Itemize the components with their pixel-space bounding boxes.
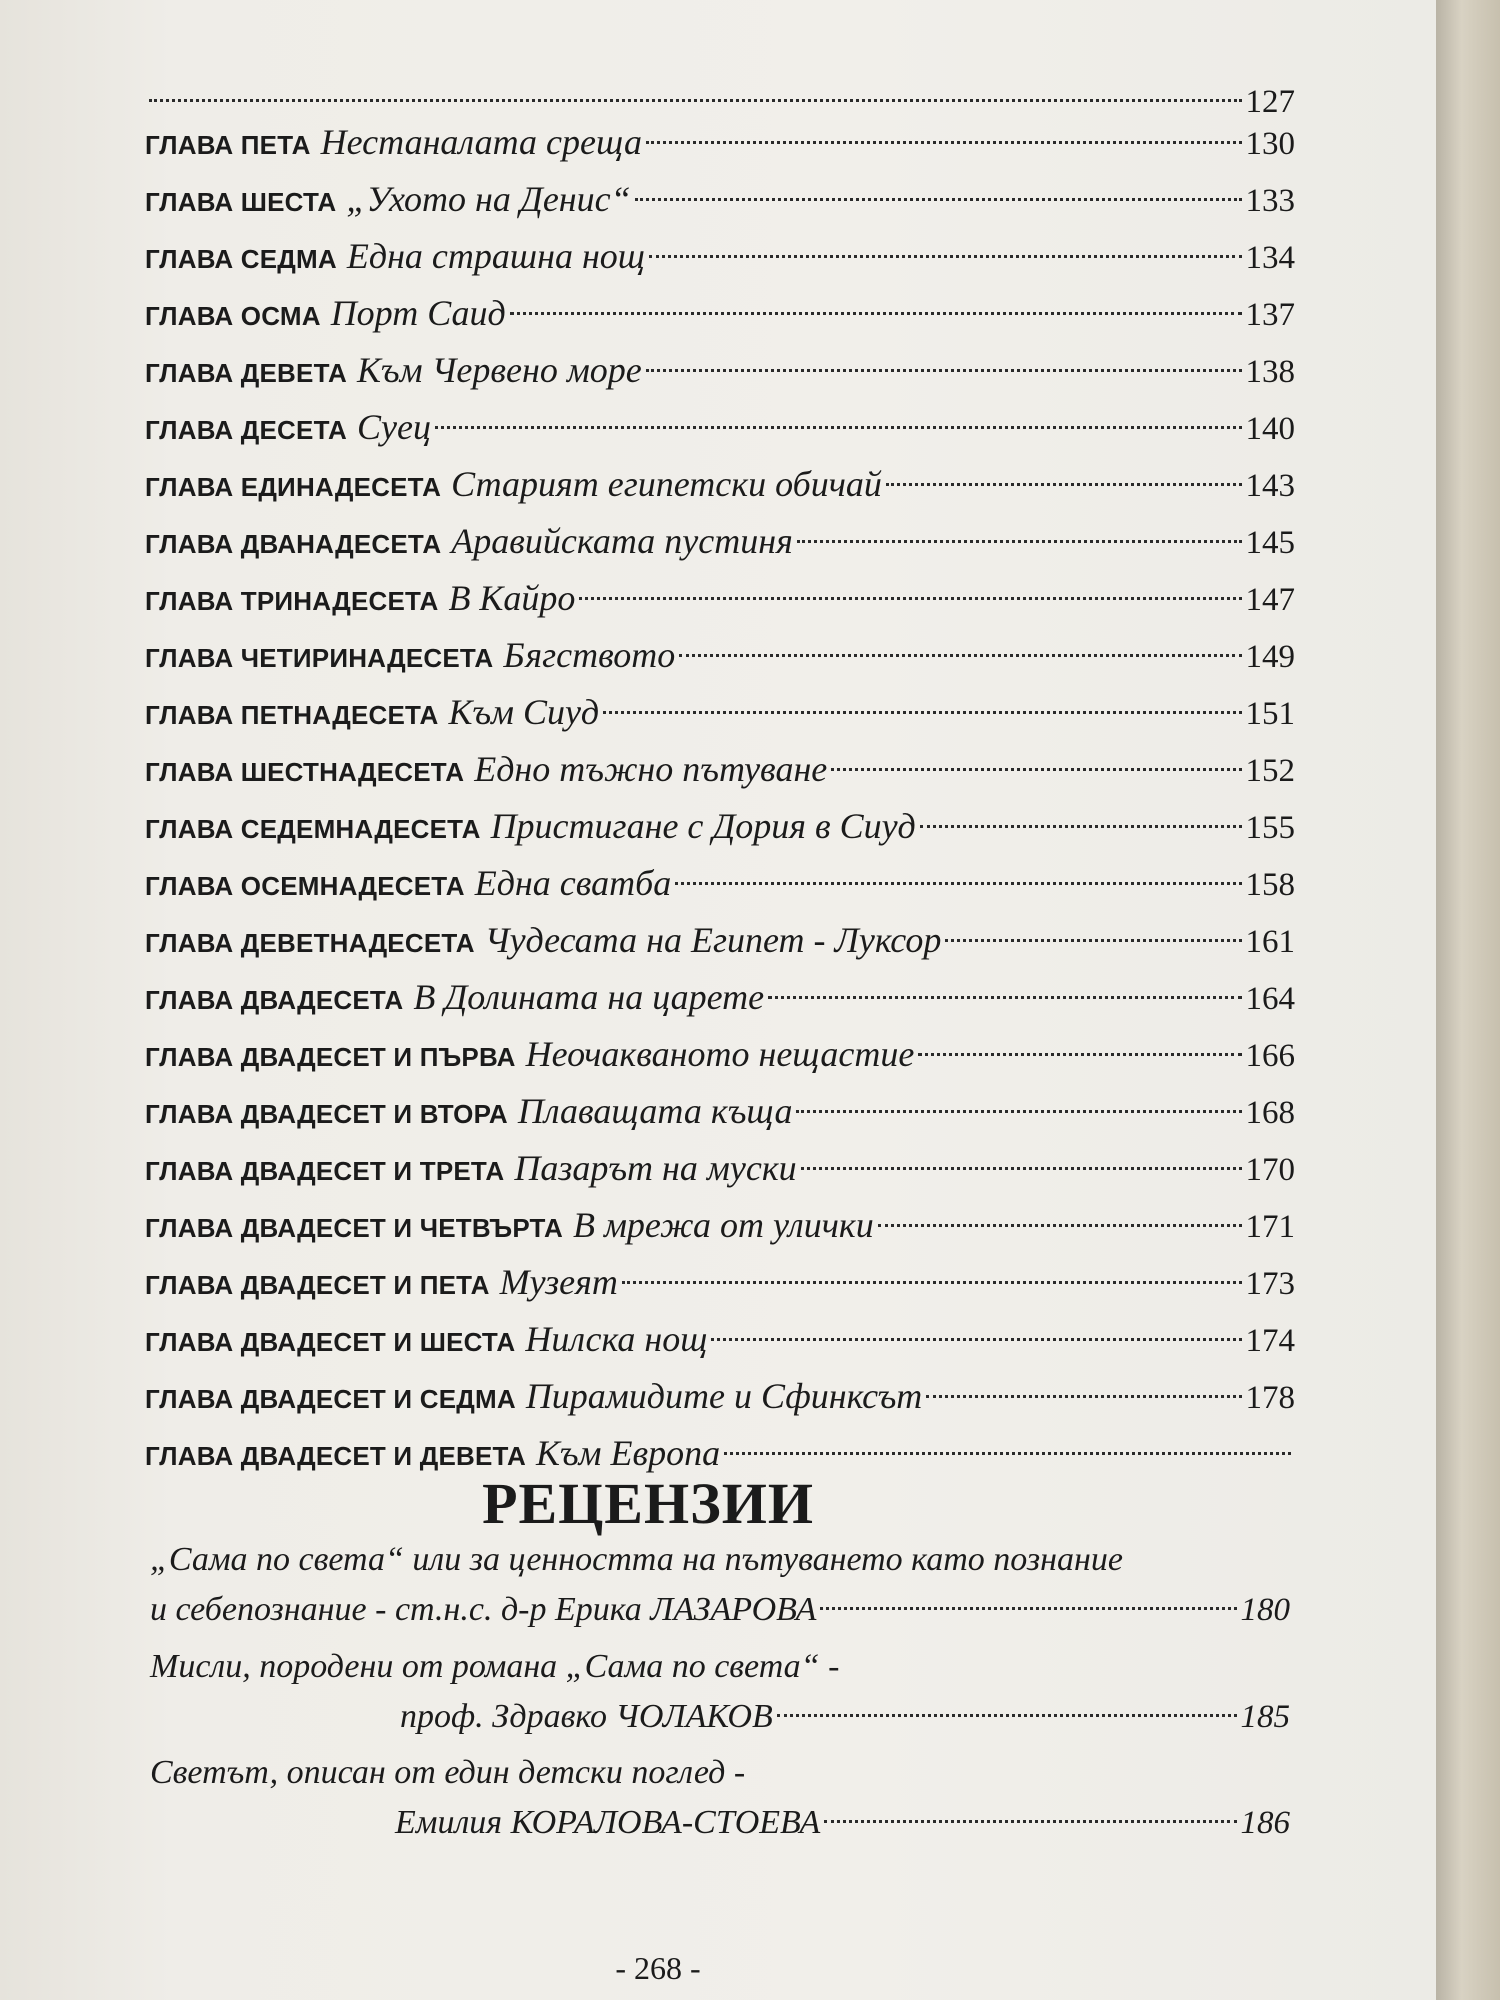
leader-dots [603,711,1241,714]
chapter-label: ГЛАВА СЕДМА [145,244,337,274]
chapter-title: Неочакваното нещастие [525,1034,915,1074]
chapter-label: ГЛАВА ЕДИНАДЕСЕТА [145,472,442,502]
toc-row [145,1254,1295,1311]
leader-dots [435,426,1242,429]
toc-row [145,684,1295,741]
leader-dots [635,198,1242,201]
chapter-title: Чудесата на Египет - Луксор [484,920,942,960]
toc-row [145,1083,1295,1140]
chapter-label: ГЛАВА ДВАДЕСЕТ И СЕДМА [145,1384,516,1414]
chapter-title: В Долината на царете [413,977,765,1017]
chapter-label: ГЛАВА ДВАДЕСЕТ И ШЕСТА [145,1327,516,1357]
toc-row [145,627,1295,684]
review-2-line-2: проф. Здравко ЧОЛАКОВ [400,1698,773,1735]
chapter-label: ГЛАВА ДЕВЕТНАДЕСЕТА [145,928,475,958]
toc-row [145,570,1295,627]
leader-dots [675,882,1241,885]
chapter-title: Пазарът на муски [514,1148,797,1188]
toc-row [145,285,1295,342]
review-3-line-2: Емилия КОРАЛОВА-СТОЕВА [395,1804,821,1841]
page-ref: 147 [1245,582,1295,618]
chapter-label: ГЛАВА ОСМА [145,301,321,331]
toc-row [145,741,1295,798]
toc-row [145,114,1295,171]
chapter-title: Една страшна нощ [346,236,645,276]
leader-dots [820,1607,1236,1610]
page-ref: 145 [1245,525,1295,561]
chapter-title: „Ухото на Денис“ [346,179,631,219]
leader-dots [724,1452,1291,1455]
leader-dots [711,1338,1241,1341]
chapter-label: ГЛАВА ДВАДЕСЕТ И ТРЕТА [145,1156,505,1186]
toc-row [145,513,1295,570]
chapter-label: ГЛАВА ДВАДЕСЕТ И ЧЕТВЪРТА [145,1213,563,1243]
toc-row [145,855,1295,912]
chapter-title: Едно тъжно пътуване [474,749,828,789]
chapter-title: Една сватба [474,863,672,903]
toc-row [145,171,1295,228]
page-ref: 151 [1245,696,1295,732]
toc-row [145,342,1295,399]
leader-dots [886,483,1242,486]
chapter-title: Към Европа [535,1433,721,1473]
page-ref: 168 [1245,1095,1295,1131]
leader-dots [510,312,1242,315]
chapter-title: Порт Саид [330,293,506,333]
toc-row [145,84,1295,120]
page-ref: 161 [1245,924,1295,960]
reviews-heading: РЕЦЕНЗИИ [482,1471,814,1536]
leader-dots [149,99,1242,102]
page-ref: 166 [1245,1038,1295,1074]
leader-dots [768,996,1241,999]
page-ref: 174 [1245,1323,1295,1359]
review-entry-1 [150,1535,1290,1635]
chapter-title: В мрежа от улички [572,1205,874,1245]
chapter-label: ГЛАВА ДЕСЕТА [145,415,347,445]
page-ref: 149 [1245,639,1295,675]
page-ref: 178 [1245,1380,1295,1416]
page-ref: 137 [1245,297,1295,333]
toc-row [145,798,1295,855]
leader-dots [796,1110,1241,1113]
leader-dots [646,141,1241,144]
leader-dots [797,540,1242,543]
chapter-title: Аравийската пустиня [451,521,793,561]
page-number: - 268 - [615,1950,701,1986]
leader-dots [801,1167,1242,1170]
toc-row [145,1368,1295,1425]
chapter-label: ГЛАВА ДВАДЕСЕТ И ДЕВЕТА [145,1441,526,1471]
leader-dots [646,369,1242,372]
page-ref: 164 [1245,981,1295,1017]
chapter-title: Музеят [499,1262,618,1302]
leader-dots [920,825,1242,828]
toc-row [145,399,1295,456]
review-2-page: 185 [1240,1699,1290,1735]
review-1-page: 180 [1240,1592,1290,1628]
chapter-label: ГЛАВА ШЕСТНАДЕСЕТА [145,757,465,787]
chapter-label: ГЛАВА ЧЕТИРИНАДЕСЕТА [145,643,494,673]
review-3-line-1: Светът, описан от един детски поглед - [150,1754,746,1791]
chapter-label: ГЛАВА ПЕТА [145,130,311,160]
chapter-label: ГЛАВА ОСЕМНАДЕСЕТА [145,871,465,901]
page-ref: 173 [1245,1266,1295,1302]
table-of-contents [145,84,1295,1482]
review-1-line-2: и себепознание - ст.н.с. д-р Ерика ЛАЗАРОВА [150,1591,817,1628]
chapter-title: В Кайро [448,578,576,618]
page-ref: 134 [1245,240,1295,276]
review-entry-3 [150,1748,1290,1848]
toc-row [145,912,1295,969]
review-1-line-1: „Сама по света“ или за ценността на пътуването като познание [150,1541,1123,1578]
review-2-line-1: Мисли, породени от романа „Сама по света“ - [150,1648,840,1685]
chapter-label: ГЛАВА ДВАДЕСЕТ И ВТОРА [145,1099,508,1129]
chapter-label: ГЛАВА ПЕТНАДЕСЕТА [145,700,439,730]
leader-dots [679,654,1241,657]
page-ref: 158 [1245,867,1295,903]
leader-dots [831,768,1241,771]
leader-dots [926,1395,1241,1398]
leader-dots [824,1820,1236,1823]
page-ref: 152 [1245,753,1295,789]
leader-dots [579,597,1241,600]
chapter-label: ГЛАВА ДВАДЕСЕТА [145,985,404,1015]
chapter-label: ГЛАВА ДВАДЕСЕТ И ПЪРВА [145,1042,516,1072]
toc-row [145,228,1295,285]
page-ref: 171 [1245,1209,1295,1245]
page-ref: 170 [1245,1152,1295,1188]
chapter-label: ГЛАВА СЕДЕМНАДЕСЕТА [145,814,481,844]
chapter-label: ГЛАВА ШЕСТА [145,187,337,217]
leader-dots [649,255,1242,258]
chapter-title: Старият египетски обичай [451,464,882,504]
chapter-title: Към Червено море [357,350,642,390]
chapter-label: ГЛАВА ТРИНАДЕСЕТА [145,586,439,616]
leader-dots [945,939,1241,942]
page-ref: 138 [1245,354,1295,390]
chapter-title: Пирамидите и Сфинксът [525,1376,923,1416]
page-ref: 133 [1245,183,1295,219]
leader-dots [878,1224,1242,1227]
chapter-title: Към Сиуд [448,692,600,732]
toc-row [145,1311,1295,1368]
page-ref: 143 [1245,468,1295,504]
toc-row [145,1140,1295,1197]
leader-dots [918,1053,1241,1056]
chapter-title: Нилска нощ [525,1319,708,1359]
chapter-title: Суец [357,407,431,447]
toc-row [145,969,1295,1026]
chapter-title: Плаващата къща [517,1091,793,1131]
toc-row [145,1026,1295,1083]
page-ref: 140 [1245,411,1295,447]
toc-row [145,456,1295,513]
page-ref: 130 [1245,126,1295,162]
page-ref: 155 [1245,810,1295,846]
review-3-page: 186 [1240,1805,1290,1841]
book-page-edge [1436,0,1500,2000]
chapter-label: ГЛАВА ДЕВЕТА [145,358,347,388]
leader-dots [777,1714,1237,1717]
review-entry-2 [150,1642,1290,1742]
chapter-label: ГЛАВА ДВАДЕСЕТ И ПЕТА [145,1270,490,1300]
chapter-label: ГЛАВА ДВАНАДЕСЕТА [145,529,442,559]
page-ref: 127 [1245,84,1295,120]
leader-dots [622,1281,1242,1284]
chapter-title: Нестаналата среща [320,122,643,162]
chapter-title: Пристигане с Дория в Сиуд [490,806,916,846]
toc-row [145,1197,1295,1254]
chapter-title: Бягството [503,635,676,675]
